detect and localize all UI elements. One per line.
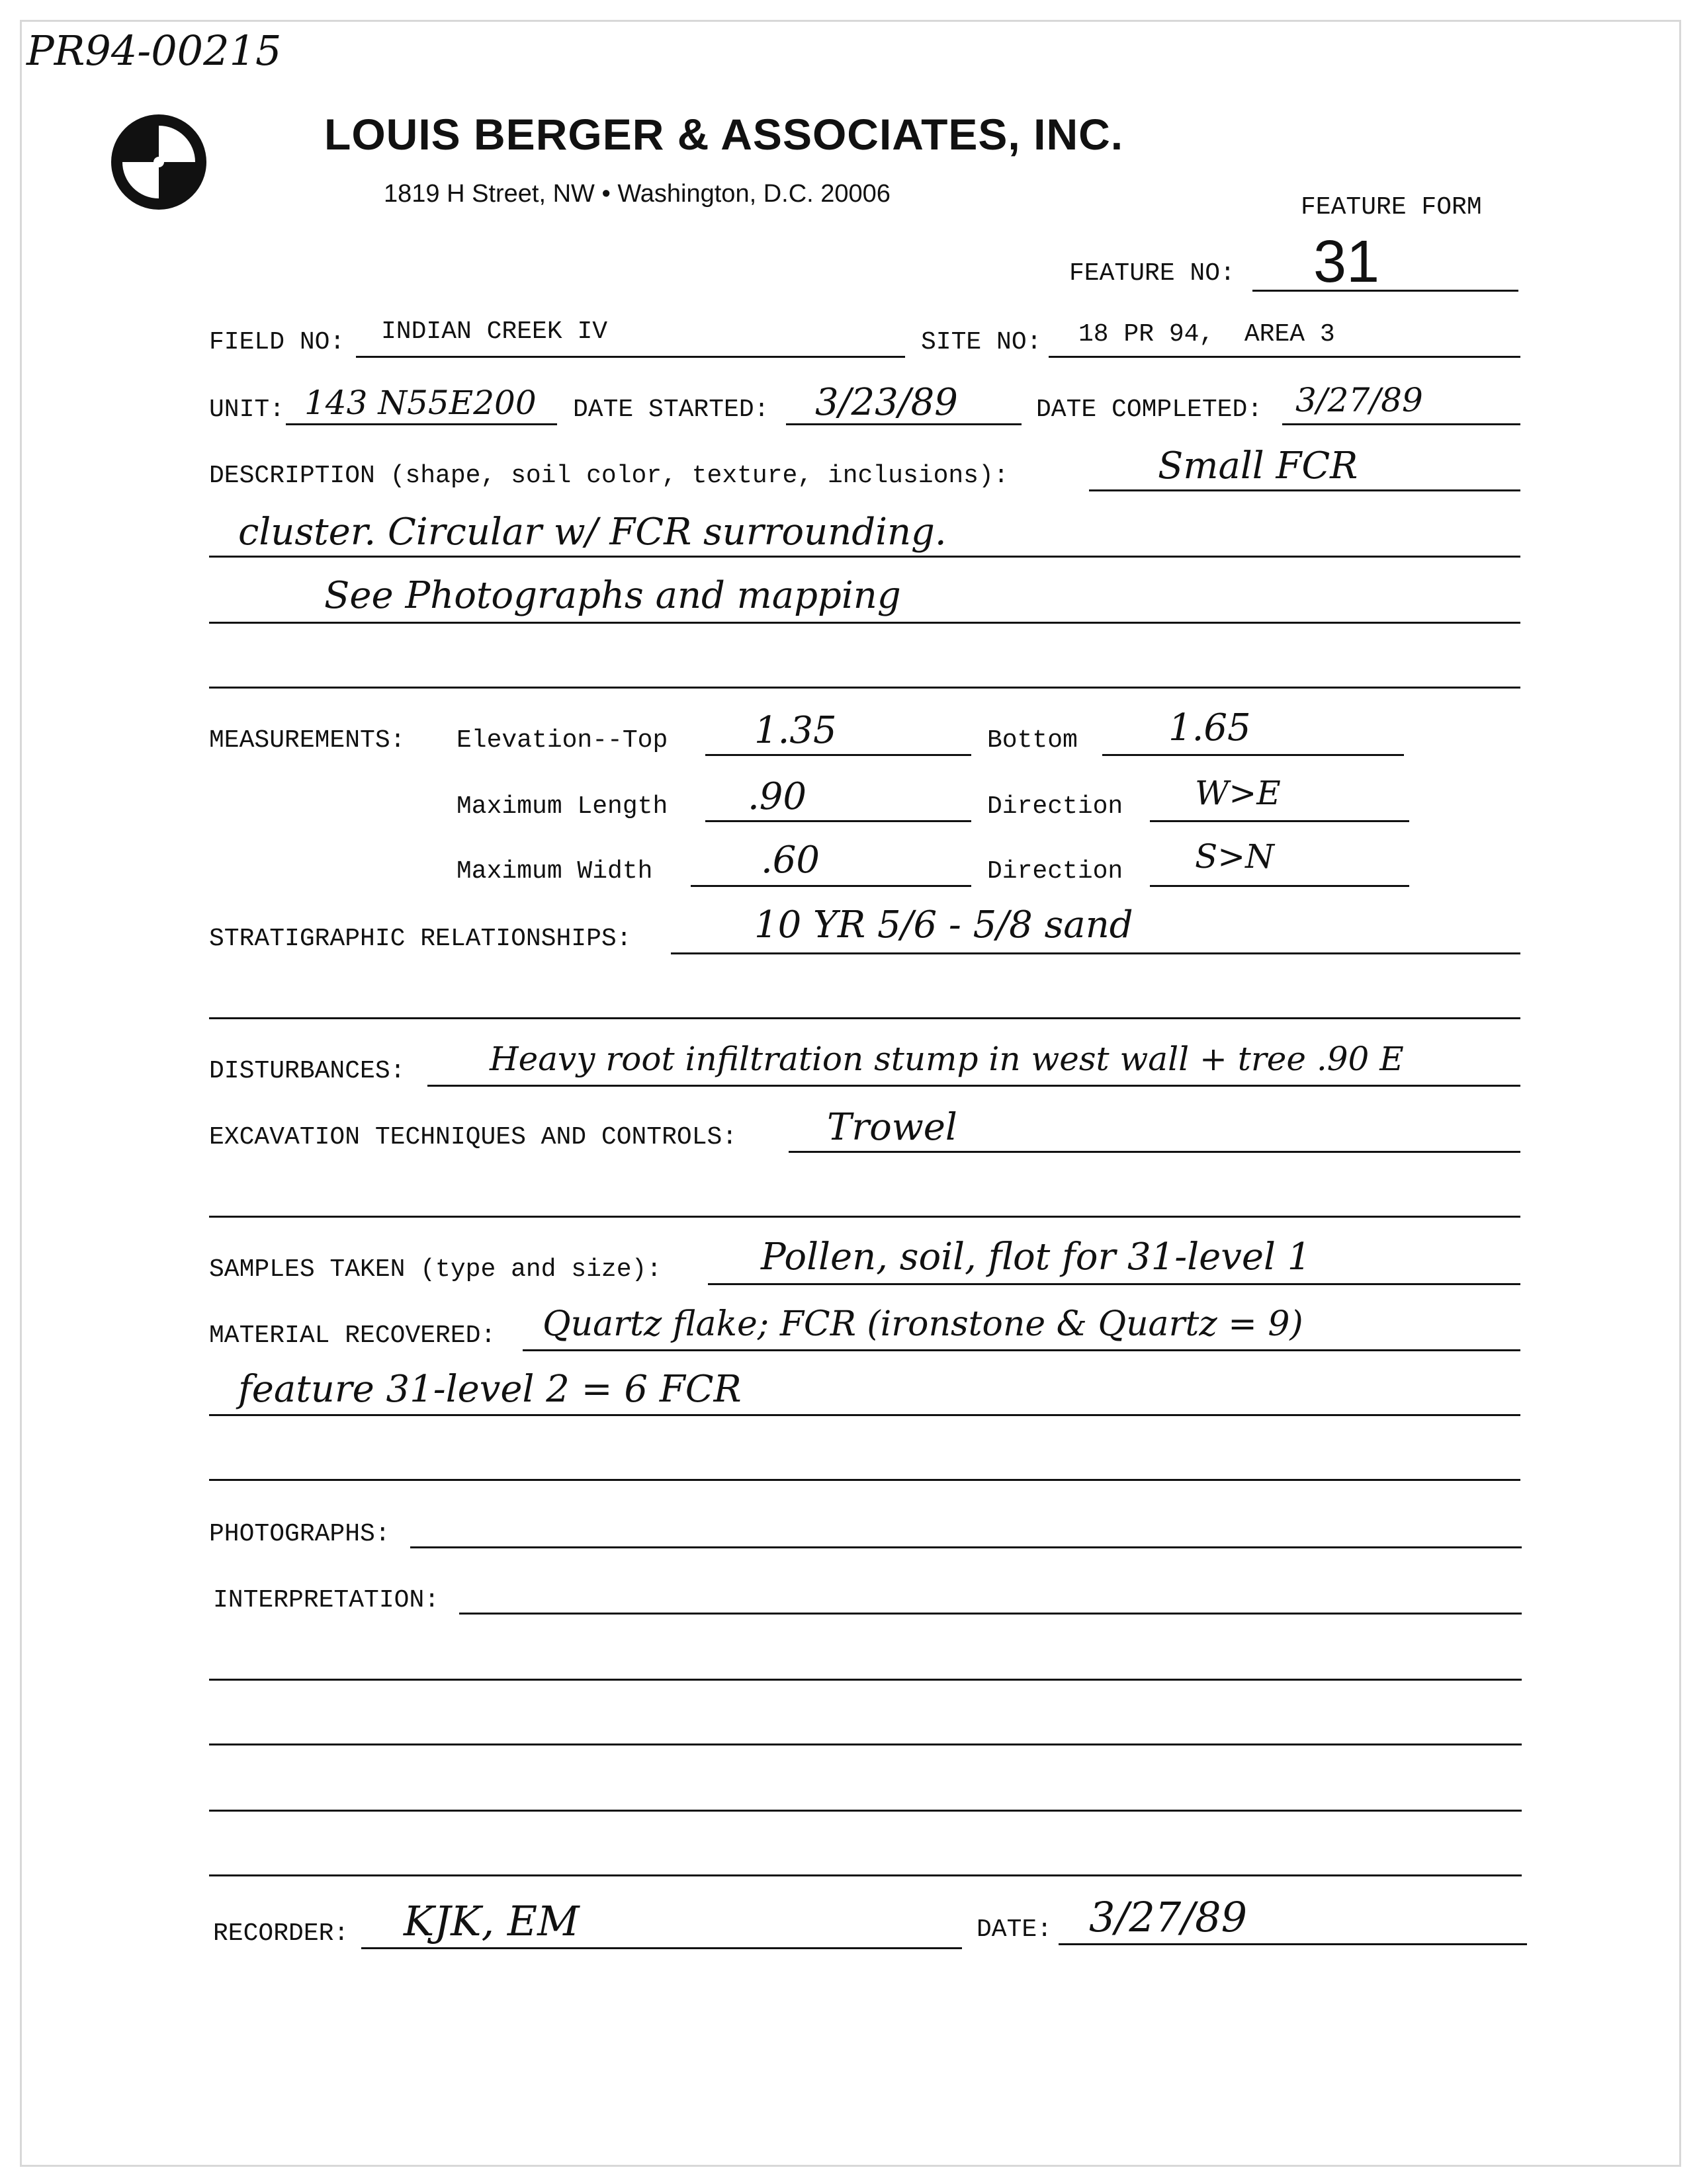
stratigraphic-line-1	[671, 952, 1520, 954]
description-line-4	[209, 687, 1520, 689]
bottom-label: Bottom	[987, 726, 1078, 755]
date-value: 3/27/89	[1089, 1893, 1248, 1941]
disturbances-value: Heavy root infiltration stump in west wall + tree .90 E	[490, 1040, 1404, 1078]
recorder-line	[361, 1947, 962, 1949]
date-completed-line	[1282, 423, 1520, 425]
recorder-label: RECORDER:	[213, 1919, 349, 1948]
stratigraphic-line-2	[209, 1017, 1520, 1019]
feature-no-line	[1252, 290, 1518, 292]
max-width-value: .60	[761, 839, 820, 882]
max-length-value: .90	[748, 775, 807, 818]
form-title: FEATURE FORM	[1301, 193, 1482, 222]
material-text-1: Quartz flake; FCR (ironstone & Quartz = 9)	[543, 1304, 1303, 1344]
site-no-line	[1049, 356, 1520, 358]
material-line-2	[209, 1414, 1520, 1416]
excavation-value: Trowel	[827, 1106, 957, 1149]
site-no-label: SITE NO:	[921, 328, 1042, 357]
bottom-line	[1102, 754, 1404, 756]
width-direction-label: Direction	[987, 857, 1123, 886]
date-completed-label: DATE COMPLETED:	[1036, 396, 1263, 424]
feature-no-label: FEATURE NO:	[1069, 259, 1235, 288]
length-direction-value: W>E	[1195, 774, 1281, 812]
samples-label: SAMPLES TAKEN (type and size):	[209, 1255, 662, 1284]
feature-no-value: 31	[1313, 229, 1380, 295]
photographs-label: PHOTOGRAPHS:	[209, 1520, 390, 1548]
document-id: PR94-00215	[26, 26, 282, 75]
description-line-3	[209, 622, 1520, 624]
unit-value: 143 N55E200	[304, 384, 537, 422]
material-line-3	[209, 1479, 1520, 1481]
date-line	[1059, 1943, 1527, 1945]
material-text-2: feature 31-level 2 = 6 FCR	[238, 1368, 742, 1411]
interpretation-line-5	[209, 1874, 1522, 1876]
recorder-value: KJK, EM	[404, 1897, 580, 1945]
width-direction-line	[1150, 885, 1409, 887]
max-width-line	[691, 885, 971, 887]
material-label: MATERIAL RECOVERED:	[209, 1322, 496, 1350]
date-completed-value: 3/27/89	[1295, 381, 1423, 419]
samples-line	[708, 1283, 1520, 1285]
disturbances-line	[427, 1085, 1520, 1087]
width-direction-value: S>N	[1195, 837, 1274, 876]
field-no-line	[356, 356, 905, 358]
interpretation-line-3	[209, 1743, 1522, 1745]
field-no-value: INDIAN CREEK IV	[381, 317, 608, 346]
date-label: DATE:	[977, 1915, 1053, 1944]
company-address: 1819 H Street, NW • Washington, D.C. 20006	[384, 180, 891, 208]
unit-line	[286, 423, 557, 425]
length-direction-line	[1150, 820, 1409, 822]
description-line-2	[209, 556, 1520, 558]
date-started-label: DATE STARTED:	[573, 396, 769, 424]
excavation-label: EXCAVATION TECHNIQUES AND CONTROLS:	[209, 1123, 738, 1152]
interpretation-line-1	[459, 1613, 1522, 1615]
site-no-value: 18 PR 94, AREA 3	[1078, 320, 1335, 349]
date-started-value: 3/23/89	[815, 381, 958, 424]
interpretation-line-2	[209, 1679, 1522, 1681]
interpretation-line-4	[209, 1810, 1522, 1812]
company-logo-icon	[106, 106, 212, 218]
unit-label: UNIT:	[209, 396, 285, 424]
stratigraphic-label: STRATIGRAPHIC RELATIONSHIPS:	[209, 925, 632, 953]
elevation-top-value: 1.35	[754, 709, 837, 752]
photographs-line	[410, 1546, 1522, 1548]
description-line-1	[1089, 489, 1520, 491]
measurements-label: MEASUREMENTS:	[209, 726, 406, 755]
field-no-label: FIELD NO:	[209, 328, 345, 357]
max-length-label: Maximum Length	[457, 792, 668, 821]
disturbances-label: DISTURBANCES:	[209, 1057, 406, 1085]
bottom-value: 1.65	[1168, 706, 1251, 749]
description-label: DESCRIPTION (shape, soil color, texture, inclusions):	[209, 462, 1009, 490]
elevation-top-label: Elevation--Top	[457, 726, 668, 755]
company-name: LOUIS BERGER & ASSOCIATES, INC.	[324, 110, 1124, 159]
excavation-line-2	[209, 1216, 1520, 1218]
max-length-line	[705, 820, 971, 822]
max-width-label: Maximum Width	[457, 857, 653, 886]
elevation-top-line	[705, 754, 971, 756]
length-direction-label: Direction	[987, 792, 1123, 821]
stratigraphic-value: 10 YR 5/6 - 5/8 sand	[754, 903, 1133, 946]
description-text-3: See Photographs and mapping	[324, 574, 901, 617]
excavation-line-1	[789, 1151, 1520, 1153]
material-line-1	[523, 1349, 1520, 1351]
description-text-1: Small FCR	[1158, 444, 1358, 487]
description-text-2: cluster. Circular w/ FCR surrounding.	[238, 511, 947, 554]
samples-value: Pollen, soil, flot for 31-level 1	[761, 1236, 1311, 1279]
interpretation-label: INTERPRETATION:	[213, 1586, 440, 1615]
